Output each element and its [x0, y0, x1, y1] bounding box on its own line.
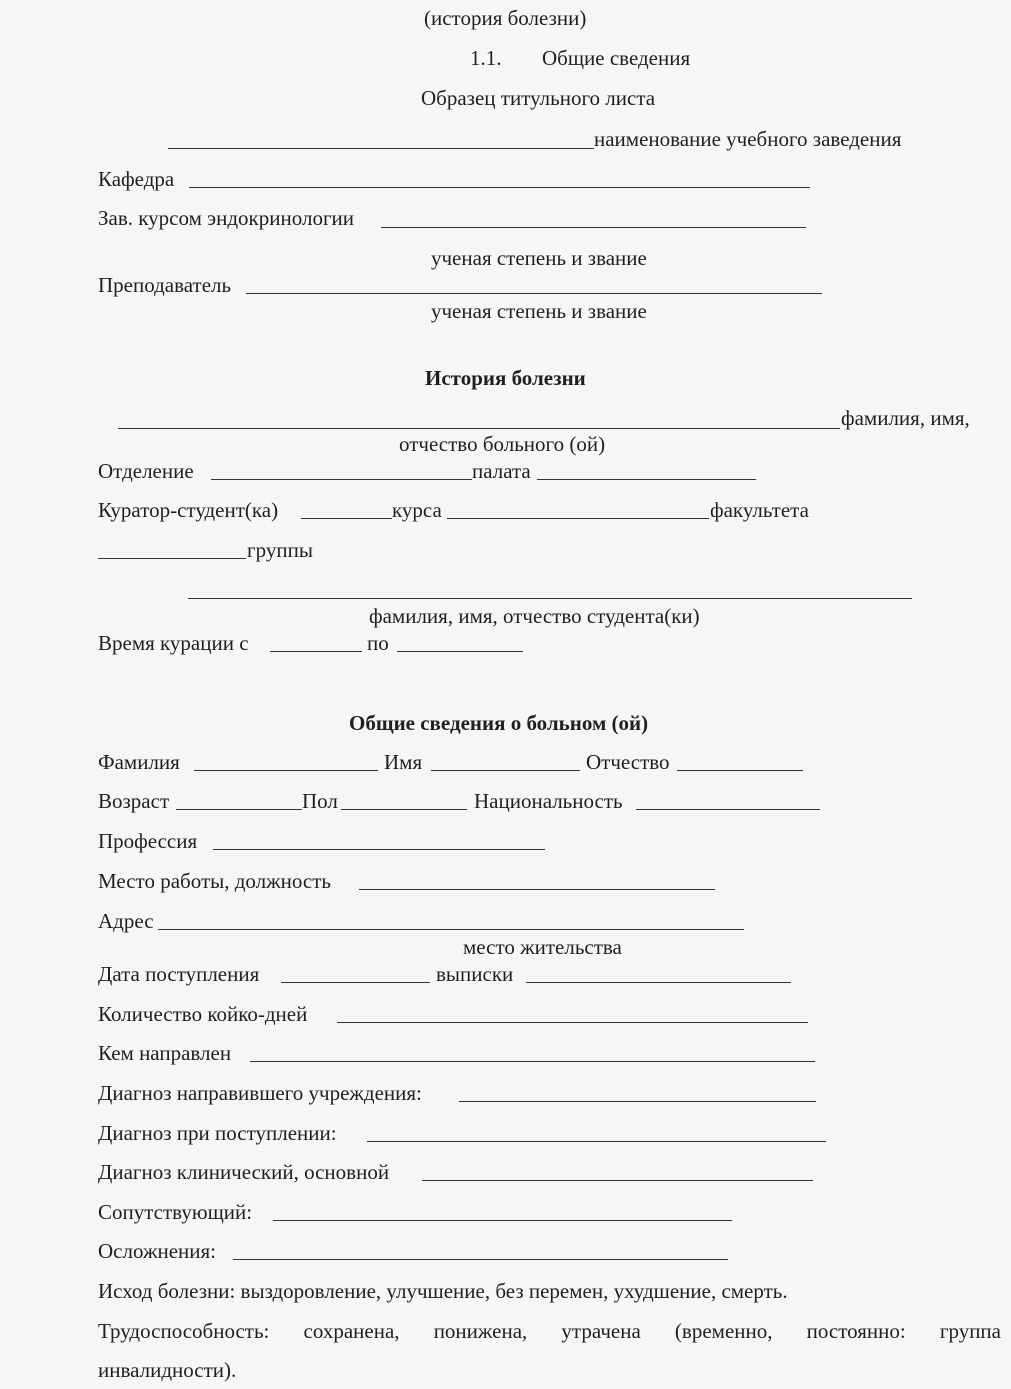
nationality-label: Национальность: [474, 789, 623, 813]
sample-title: Образец титульного листа: [421, 86, 656, 110]
ward-line[interactable]: [211, 479, 472, 480]
institution-caption: наименование учебного заведения: [594, 127, 902, 151]
referred-by-line[interactable]: [250, 1061, 815, 1062]
work-capacity-text: Трудоспособность: сохранена, понижена, утрачена (временно, постоянно: группа: [98, 1319, 1001, 1343]
faculty-label: факультета: [710, 498, 809, 522]
patronymic-line[interactable]: [677, 770, 803, 771]
profession-line[interactable]: [213, 849, 545, 850]
clinical-diagnosis-label: Диагноз клинический, основной: [98, 1160, 390, 1184]
ward-label: Отделение: [98, 459, 194, 483]
admission-diagnosis-label: Диагноз при поступлении:: [98, 1121, 337, 1145]
clinical-diagnosis-line[interactable]: [422, 1180, 813, 1181]
history-heading: История болезни: [425, 366, 586, 390]
admission-date-label: Дата поступления: [98, 962, 260, 986]
bed-days-label: Количество койко-дней: [98, 1002, 308, 1026]
sex-label: Пол: [302, 789, 338, 813]
patient-name-caption-2: отчество больного (ой): [399, 432, 606, 456]
course-head-line[interactable]: [381, 227, 806, 228]
teacher-line[interactable]: [246, 293, 822, 294]
bed-days-line[interactable]: [337, 1022, 808, 1023]
referral-diagnosis-label: Диагноз направившего учреждения:: [98, 1081, 422, 1105]
course-label: курса: [392, 498, 442, 522]
teacher-label: Преподаватель: [98, 273, 232, 297]
age-label: Возраст: [98, 789, 170, 813]
referred-by-label: Кем направлен: [98, 1041, 232, 1065]
workplace-label: Место работы, должность: [98, 869, 331, 893]
institution-line[interactable]: [168, 148, 594, 149]
discharge-label: выписки: [436, 962, 514, 986]
name-label: Имя: [384, 750, 423, 774]
curator-label: Куратор-студент(ка): [98, 498, 279, 522]
general-info-heading: Общие сведения о больном (ой): [349, 711, 649, 735]
concomitant-label: Сопутствующий:: [98, 1200, 253, 1224]
faculty-line[interactable]: [447, 518, 709, 519]
profession-label: Профессия: [98, 829, 198, 853]
teacher-degree-caption: ученая степень и звание: [431, 299, 647, 323]
referral-diagnosis-line[interactable]: [459, 1101, 816, 1102]
age-line[interactable]: [176, 809, 302, 810]
group-line[interactable]: [98, 558, 246, 559]
course-head-degree-caption: ученая степень и звание: [431, 246, 647, 270]
curation-to-line[interactable]: [397, 651, 523, 652]
address-line[interactable]: [158, 929, 744, 930]
curation-to-label: по: [367, 631, 389, 655]
name-line[interactable]: [431, 770, 580, 771]
curation-from-line[interactable]: [270, 651, 362, 652]
residence-caption: место жительства: [463, 935, 622, 959]
patient-name-caption: фамилия, имя,: [841, 406, 970, 430]
room-line[interactable]: [537, 479, 756, 480]
address-label: Адрес: [98, 909, 154, 933]
concomitant-line[interactable]: [273, 1220, 732, 1221]
patronymic-label: Отчество: [586, 750, 670, 774]
curation-from-label: Время курации с: [98, 631, 249, 655]
surname-label: Фамилия: [98, 750, 180, 774]
work-capacity-text-2: инвалидности).: [98, 1358, 237, 1382]
sex-line[interactable]: [341, 809, 467, 810]
patient-name-line[interactable]: [118, 428, 840, 429]
room-label: палата: [472, 459, 531, 483]
admission-diagnosis-line[interactable]: [367, 1141, 826, 1142]
department-label: Кафедра: [98, 167, 175, 191]
document-subtitle: (история болезни): [424, 6, 587, 30]
surname-line[interactable]: [194, 770, 378, 771]
student-name-line[interactable]: [188, 598, 912, 599]
outcome-text: Исход болезни: выздоровление, улучшение, без перемен, ухудшение, смерть.: [98, 1279, 788, 1303]
group-label: группы: [247, 538, 313, 562]
student-name-caption: фамилия, имя, отчество студента(ки): [369, 604, 700, 628]
section-number: 1.1.: [470, 46, 502, 70]
complications-label: Осложнения:: [98, 1239, 216, 1263]
complications-line[interactable]: [233, 1259, 728, 1260]
course-number-line[interactable]: [301, 518, 392, 519]
admission-date-line[interactable]: [281, 982, 430, 983]
workplace-line[interactable]: [359, 889, 715, 890]
section-title: Общие сведения: [542, 46, 691, 70]
discharge-line[interactable]: [526, 982, 791, 983]
department-line[interactable]: [189, 187, 810, 188]
course-head-label: Зав. курсом эндокринологии: [98, 206, 355, 230]
nationality-line[interactable]: [636, 809, 820, 810]
